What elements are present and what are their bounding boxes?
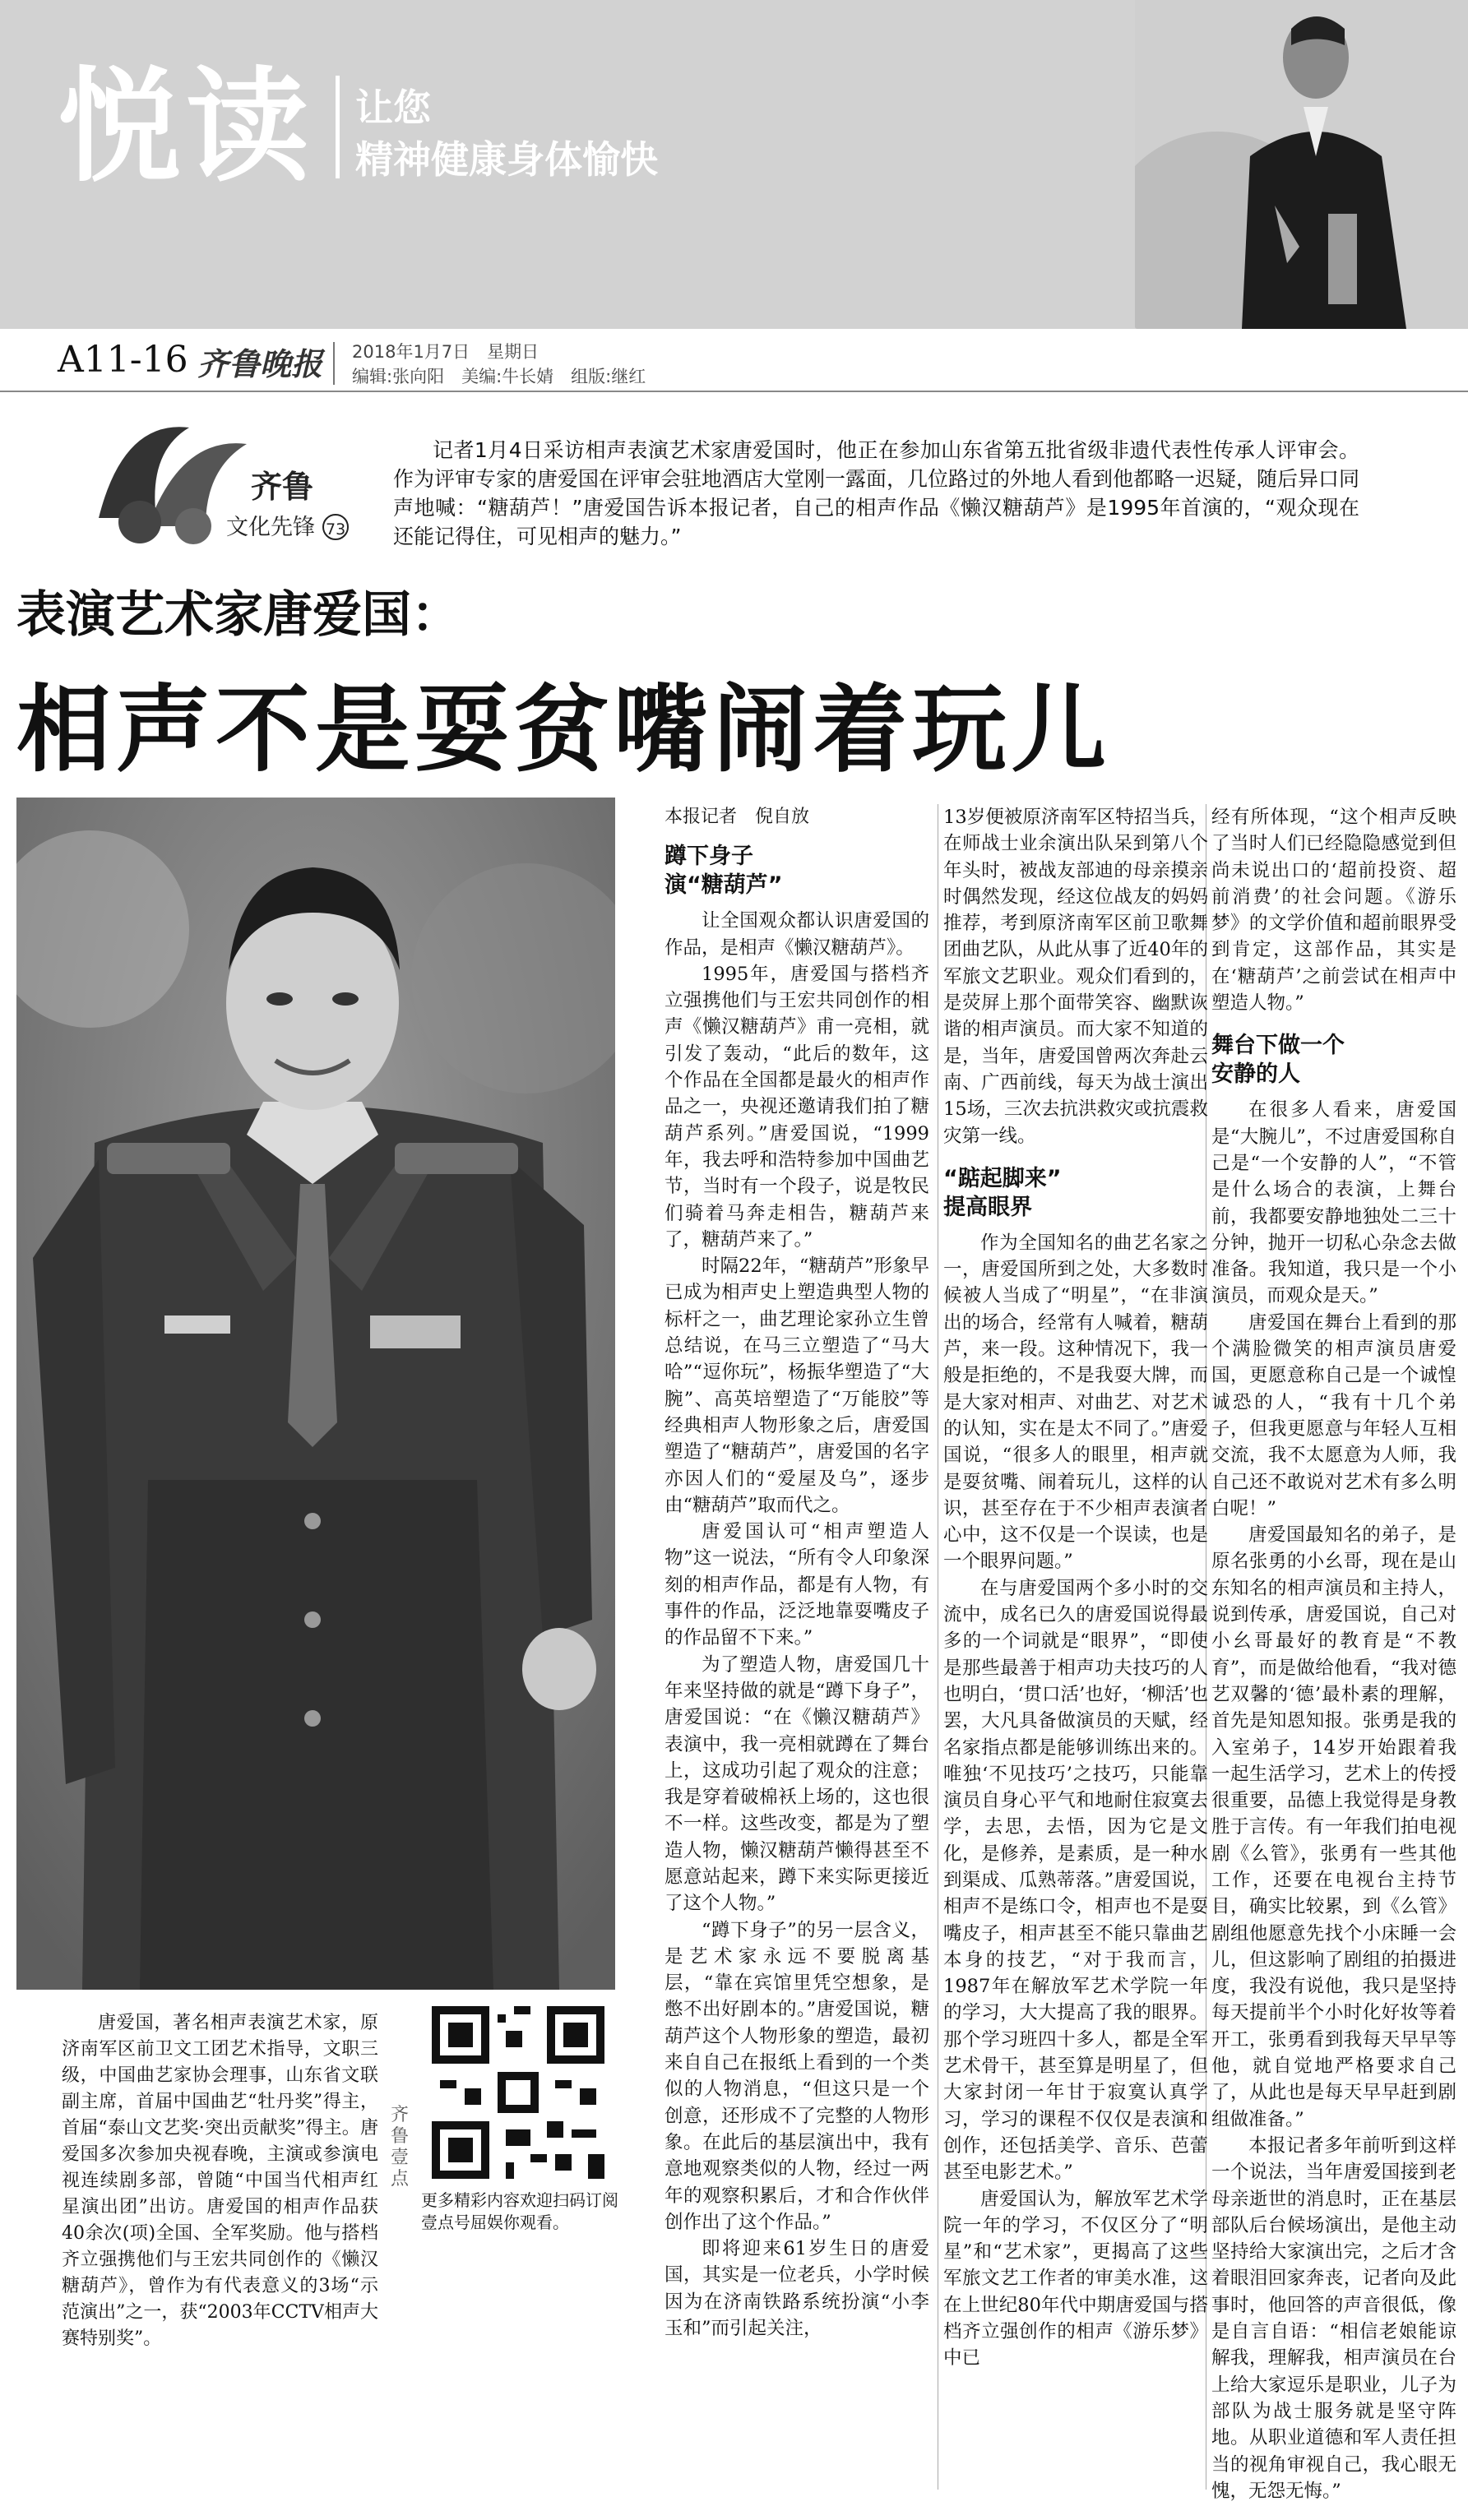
paragraph: “蹲下身子”的另一层含义，是艺术家永远不要脱离基层，“靠在宾馆里凭空想象，是憋不出好剧本的。”唐爱国说，糖葫芦这个人物形象的塑造，最初来自自己在报纸上看到的一个类似的人物消息，“但这只是一个创意，还形成不了完整的人物形象。在此后的基层演出中，我有意地观察类似的人物，经过一两年的观察积累后，才和合作伙伴创作出了这个作品。” — [665, 1919, 929, 2233]
subheading-2: “踮起脚来” 提高眼界 — [943, 1165, 1062, 1220]
headline-title: 相声不是耍贫嘴闹着玩儿 — [16, 675, 1112, 785]
logo-text-1: 齐鲁 — [251, 468, 314, 505]
photo-caption: 唐爱国，著名相声表演艺术家，原济南军区前卫文工团艺术指导，文职三级，中国曲艺家协会理事，山东省文联副主席，首届中国曲艺“牡丹奖”得主，首届“泰山文艺奖·突出贡献奖”得主。唐爱国多次参加央视春晚，主演或参演电视连续剧多部，曾随“中国当代相声红星演出团”出访。唐爱国的相声作品获40余次(项)全国、全军奖励。他与搭档齐立强携他们与王宏共同创作的《懒汉糖葫芦》，曾作为有代表意义的3场“示范演出”之一，获“2003年CCTV相声大赛特别奖”。 — [62, 2013, 378, 2349]
header-divider — [333, 342, 335, 385]
paragraph: 作为全国知名的曲艺名家之一，唐爱国所到之处，大多数时候被人当成了“明星”，“在非演出的场合，经常有人喊着，糖葫芦，来一段。这种情况下，我一般是拒绝的，不是我耍大牌，而是大家对相声、对曲艺、对艺术的认知，实在是太不同了。”唐爱国说，“很多人的眼里，相声就是耍贫嘴、闹着玩儿，这样的认识，甚至存在于不少相声表演者心中，这不仅是一个误读，也是一个眼界问题。” — [943, 1232, 1208, 1573]
article-column-1 — [665, 804, 929, 2342]
qr-code[interactable] — [432, 2006, 604, 2179]
paragraph: 即将迎来61岁生日的唐爱国，其实是一位老兵，小学时候因为在济南铁路系统扮演“小李玉和”而引起关注， — [665, 2238, 929, 2340]
qr-caption: 更多精彩内容欢迎扫码订阅壹点号屈娱你观看。 — [421, 2190, 618, 2232]
paragraph: 经有所体现，“这个相声反映了当时人们已经隐隐感觉到但尚未说出口的‘超前投资、超前消费’的社会问题。《游乐梦》的文学价值和超前眼界受到肯定，这部作品，其实是在‘糖葫芦’之前尝试在相声中塑造人物。” — [1211, 807, 1456, 1015]
paragraph: 唐爱国认可“相声塑造人物”这一说法，“所有令人印象深刻的相声作品，都是有人物，有事件的作品，泛泛地靠耍嘴皮子的作品留不下来。” — [665, 1521, 929, 1649]
logo-text-2: 文化先锋 — [226, 515, 315, 540]
paragraph: 唐爱国在舞台上看到的那个满脸微笑的相声演员唐爱国，更愿意称自己是一个诚惶诚恐的人，“我有十几个弟子，但我更愿意与年轻人互相交流，我不太愿意为人师，我自己还不敢说对艺术有多么明白呢！” — [1211, 1311, 1456, 1519]
section-title: 悦读 — [58, 56, 315, 199]
banner-divider — [336, 76, 340, 178]
paragraph: 唐爱国认为，解放军艺术学院一年的学习，不仅区分了“明星”和“艺术家”，更揭高了这些军旅文艺工作者的审美水准，这在上世纪80年代中期唐爱国与搭档齐立强创作的相声《游乐梦》中已 — [943, 2188, 1208, 2370]
paragraph: 让全国观众都认识唐爱国的作品，是相声《懒汉糖葫芦》。 — [665, 910, 929, 959]
banner-performer-photo — [1135, 0, 1468, 329]
main-portrait-photo — [16, 798, 615, 1990]
paper-name: 齐鲁晚报 — [197, 345, 323, 382]
subheading-1: 蹲下身子 演“糖葫芦” — [665, 844, 783, 899]
paragraph: 1995年，唐爱国与搭档齐立强携他们与王宏共同创作的相声《懒汉糖葫芦》甫一亮相，就引发了轰动，“此后的数年，这个作品在全国都是最火的相声作品之一，央视还邀请我们拍了糖葫芦系列。”唐爱国说，“1999年，我去呼和浩特参加中国曲艺节，当时有一个段子，说是牧民们骑着马奔走相告，糖葫芦来了，糖葫芦来了。” — [665, 963, 929, 1251]
brand-stamp: 齐鲁壹点 — [391, 2105, 410, 2189]
top-banner — [0, 0, 1468, 329]
paragraph: 时隔22年，“糖葫芦”形象早已成为相声史上塑造典型人物的标杆之一，曲艺理论家孙立生曾总结说，在马三立塑造了“马大哈”“逗你玩”，杨振华塑造了“大腕”、高英培塑造了“万能胶”等经典相声人物形象之后，唐爱国塑造了“糖葫芦”，唐爱国的名字亦因人们的“爱屋及乌”，逐步由“糖葫芦”取而代之。 — [665, 1255, 929, 1516]
byline: 本报记者 倪自放 — [665, 807, 810, 827]
page-number: A11-16 — [58, 339, 188, 381]
editor-credits: 编辑:张向阳 美编:牛长婧 组版:继红 — [352, 367, 646, 386]
section-tagline-2: 精神健康身体愉快 — [355, 137, 658, 182]
article-column-2 — [943, 804, 1208, 2372]
subheading-3: 舞台下做一个 安静的人 — [1211, 1033, 1345, 1088]
paragraph: 13岁便被原济南军区特招当兵，在师战士业余演出队呆到第八个年头时，被战友部迪的母亲摸亲时偶然发现，经这位战友的妈妈推荐，考到原济南军区前卫歌舞团曲艺队，从此从事了近40年的军旅文艺职业。观众们看到的，是荧屏上那个面带笑容、幽默诙谐的相声演员。而大家不知道的是，当年，唐爱国曾两次奔赴云南、广西前线，每天为战士演出15场，三次去抗洪救灾或抗震救灾第一线。 — [943, 807, 1208, 1147]
issue-date: 2018年1月7日 星期日 — [352, 342, 540, 362]
section-tagline-1: 让您 — [355, 86, 431, 130]
headline-subtitle: 表演艺术家唐爱国： — [16, 586, 461, 644]
paragraph: 在很多人看来，唐爱国是“大腕儿”，不过唐爱国称自己是“一个安静的人”，“不管是什么场合的表演，上舞台前，我都要安静地独处二三十分钟，抛开一切私心杂念去做准备。我知道，我只是一个小演员，而观众是天。” — [1211, 1099, 1456, 1307]
paragraph: 为了塑造人物，唐爱国几十年来坚持做的就是“蹲下身子”，唐爱国说：“在《懒汉糖葫芦》表演中，我一亮相就蹲在了舞台上，这成功引起了观众的注意；我是穿着破棉袄上场的，这也很不一样。这些改变，都是为了塑造人物，懒汉糖葫芦懒得甚至不愿意站起来，蹲下来实际更接近了这个人物。” — [665, 1653, 929, 1915]
intro-paragraph: 记者1月4日采访相声表演艺术家唐爱国时，他正在参加山东省第五批省级非遗代表性传承人评审会。作为评审专家的唐爱国在评审会驻地酒店大堂刚一露面，几位路过的外地人看到他都略一迟疑，随后异口同声地喊：“糖葫芦！”唐爱国告诉本报记者，自己的相声作品《懒汉糖葫芦》是1995年首演的，“观众现在还能记得住，可见相声的魅力。” — [393, 438, 1360, 548]
column-logo — [90, 403, 362, 551]
paragraph: 本报记者多年前听到这样一个说法，当年唐爱国接到老母亲逝世的消息时，正在基层部队后台候场演出，是他主动坚持给大家演出完，之后才含着眼泪回家奔丧，记者向及此事时，他回答的声音很低，像是自言自语：“相信老娘能谅解我，理解我，相声演员在台上给大家逗乐是职业，儿子为部队为战士服务就是坚守阵地。从职业道德和军人责任担当的视角审视自己，我心眼无愧，无怨无悔。” — [1211, 2134, 1456, 2502]
paragraph: 在与唐爱国两个多小时的交流中，成名已久的唐爱国说得最多的一个词就是“眼界”，“即使是那些最善于相声功夫技巧的人也明白，‘贯口活’也好，‘柳活’也罢，大凡具备做演员的天赋，经名家指点都是能够训练出来的。唯独‘不见技巧’之技巧，只能靠演员自身心平气和地耐住寂寞去学，去思，去悟，因为它是文化，是修养，是素质，是一种水到渠成、瓜熟蒂落。”唐爱国说，相声不是练口令，相声也不是耍嘴皮子，相声甚至不能只靠曲艺本身的技艺，“对于我而言，1987年在解放军艺术学院一年的学习，大大提高了我的眼界。那个学习班四十多人，都是全军艺术骨干，甚至算是明星了，但大家封闭一年甘于寂寞认真学习，学习的课程不仅仅是表演和创作，还包括美学、音乐、芭蕾甚至电影艺术。” — [943, 1577, 1208, 2184]
article-column-3 — [1211, 804, 1456, 2504]
logo-number: 73 — [326, 520, 346, 539]
paragraph: 唐爱国最知名的弟子，是原名张勇的小幺哥，现在是山东知名的相声演员和主持人，说到传承，唐爱国说，自己对小幺哥最好的教育是“不教育”，而是做给他看，“我对德艺双馨的‘德’最朴素的理解，首先是知恩知报。张勇是我的入室弟子，14岁开始跟着我一起生活学习，艺术上的传授很重要，品德上我觉得是身教胜于言传。有一年我们拍电视剧《么管》，张勇有一些其他工作，还要在电视台主持节目，确实比较累，到《么管》剧组他愿意先找个小床睡一会儿，但这影响了剧组的拍摄进度，我没有说他，我只是坚持每天提前半个小时化好妆等着开工，张勇看到我每天早早等他，就自觉地严格要求自己了，从此也是每天早早赶到剧组做准备。” — [1211, 1524, 1456, 2130]
